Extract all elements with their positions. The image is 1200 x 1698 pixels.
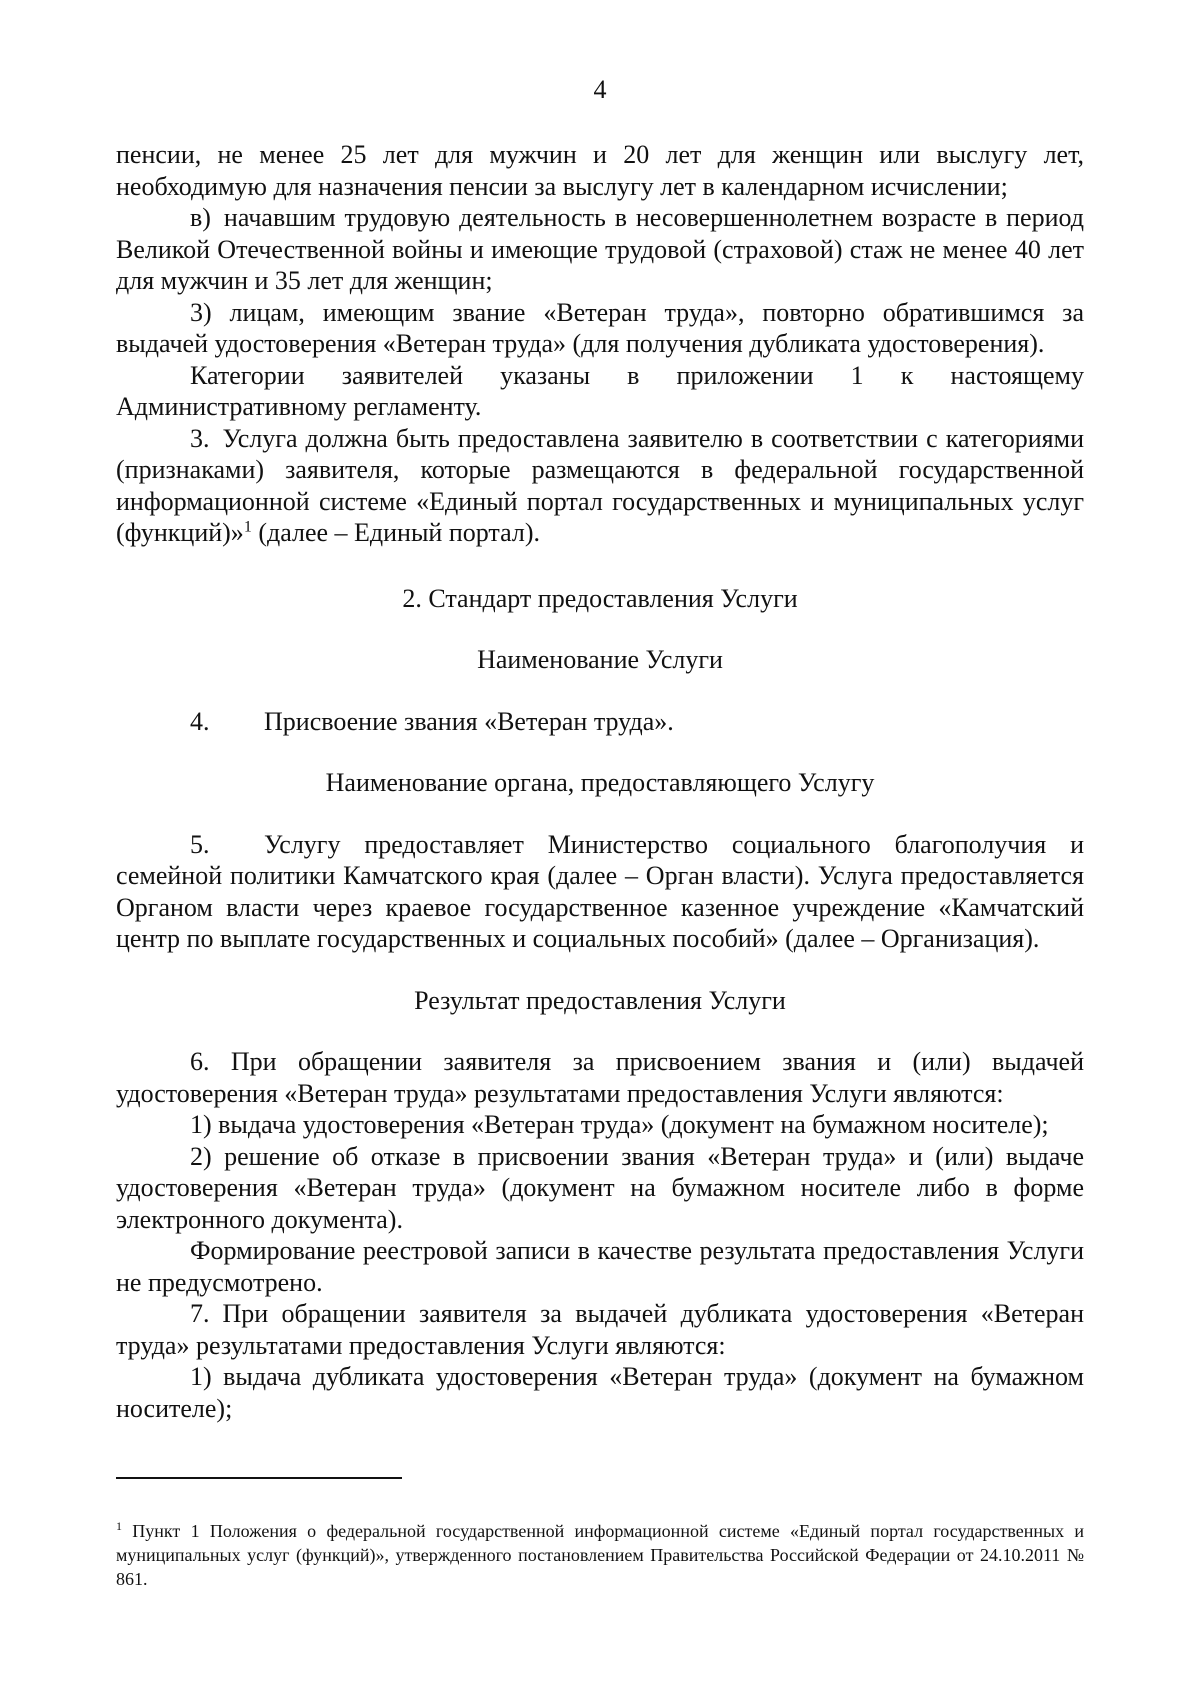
section-heading-standard: 2. Стандарт предоставления Услуги bbox=[402, 583, 798, 613]
paragraph-3-text: 3. Услуга должна быть предоставлена заявителю в соответствии с категориями (признаками) заявителя, которые размещаются в федеральной государственной информационной системе «Единый портал государственных и муниципальных услуг (функций)» bbox=[116, 423, 1084, 547]
page-number: 4 bbox=[593, 75, 607, 104]
paragraph-4-number: 4. bbox=[190, 706, 210, 736]
paragraph-3-tail: (далее – Единый портал). bbox=[251, 518, 540, 547]
paragraph-5 bbox=[116, 829, 1084, 955]
paragraph-6-item-2: 2) решение об отказе в присвоении звания «Ветеран труда» и (или) выдаче удостоверения «Ветеран труда» (документ на бумажном носителе либо в форме электронного документа). bbox=[116, 1141, 1084, 1234]
footnote bbox=[116, 1519, 1084, 1591]
paragraph-item-v: в) начавшим трудовую деятельность в несовершеннолетнем возрасте в период Великой Отечественной войны и имеющие трудовой (страховой) стаж не менее 40 лет для мужчин и 35 лет для женщин; bbox=[116, 203, 1084, 295]
paragraph-continuation-line-2: необходимую для назначения пенсии за выслугу лет в календарном исчислении; bbox=[116, 171, 1008, 201]
paragraph-continuation-line-1: пенсии, не менее 25 лет для мужчин и 20 лет для женщин или выслугу лет, bbox=[116, 140, 1084, 169]
subheading-service-result: Результат предоставления Услуги bbox=[414, 985, 786, 1015]
footnote-reference: 1 bbox=[243, 518, 252, 536]
paragraph-6: 6. При обращении заявителя за присвоением звания и (или) выдачей удостоверения «Ветеран труда» результатами предоставления Услуги являются: bbox=[116, 1047, 1084, 1108]
footnote-separator bbox=[116, 1477, 402, 1479]
paragraph-4 bbox=[116, 706, 1084, 738]
document-body bbox=[116, 139, 1084, 1424]
footnote-text: Пункт 1 Положения о федеральной государственной информационной системе «Единый портал государственных и муниципальных услуг (функций)», утвержденного постановлением Правительства Российской Федерации от 24.10.2011 № 861. bbox=[116, 1521, 1084, 1589]
paragraph-6-registry-note: Формирование реестровой записи в качестве результата предоставления Услуги не предусмотрено. bbox=[116, 1236, 1084, 1297]
paragraph-5-number: 5. bbox=[190, 829, 210, 859]
subheading-authority-name: Наименование органа, предоставляющего Услугу bbox=[325, 768, 875, 797]
paragraph-4-text: Присвоение звания «Ветеран труда». bbox=[264, 706, 674, 736]
paragraph-7: 7. При обращении заявителя за выдачей дубликата удостоверения «Ветеран труда» результатами предоставления Услуги являются: bbox=[116, 1299, 1084, 1360]
subheading-service-name: Наименование Услуги bbox=[477, 645, 723, 674]
paragraph-5-text: Услугу предоставляет Министерство социального благополучия и семейной политики Камчатского края (далее – Орган власти). Услуга предоставляется Органом власти через краевое государственное казенное учреждение «Камчатский центр по выплате государственных и социальных пособий» (далее – Организация). bbox=[116, 829, 1084, 953]
paragraph-3 bbox=[116, 423, 1084, 549]
paragraph-item-3: 3) лицам, имеющим звание «Ветеран труда», повторно обратившимся за выдачей удостоверения «Ветеран труда» (для получения дубликата удостоверения). bbox=[116, 297, 1084, 358]
paragraph-6-item-1: 1) выдача удостоверения «Ветеран труда» (документ на бумажном носителе); bbox=[190, 1110, 1049, 1139]
paragraph-applicant-categories: Категории заявителей указаны в приложении 1 к настоящему Административному регламенту. bbox=[116, 360, 1084, 421]
paragraph-7-item-1: 1) выдача дубликата удостоверения «Ветеран труда» (документ на бумажном носителе); bbox=[116, 1362, 1084, 1423]
footnote-marker: 1 bbox=[116, 1519, 122, 1533]
